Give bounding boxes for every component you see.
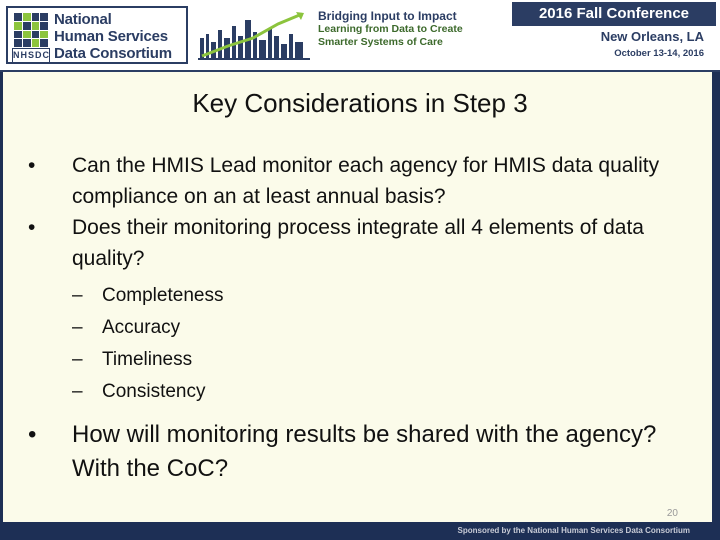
conference-title: 2016 Fall Conference: [512, 2, 716, 26]
sub-bullet-text: Consistency: [102, 381, 206, 402]
tagline-line3: Smarter Systems of Care: [318, 36, 443, 48]
conference-tagline: [318, 10, 508, 49]
sub-bullet-item: [28, 376, 698, 408]
bullet-text: How will monitoring results be shared with the agency? With the CoC?: [72, 421, 657, 482]
content-panel: [0, 72, 720, 522]
sub-bullet-text: Accuracy: [102, 317, 181, 338]
city-skyline-icon: [198, 8, 310, 62]
bullet-marker: •: [28, 154, 36, 177]
bullet-item: [28, 212, 698, 274]
conference-info: [512, 2, 716, 66]
sub-bullet-item: [28, 312, 698, 344]
sub-bullet-item: [28, 344, 698, 376]
footer-bar: [0, 522, 720, 540]
logo-text-line3: Data Consortium: [54, 45, 172, 62]
sub-bullet-marker: –: [72, 285, 83, 306]
header-banner: [0, 0, 720, 72]
bullet-marker: •: [28, 421, 37, 448]
bullet-text: Can the HMIS Lead monitor each agency for HMIS data quality compliance on an at least annual basis?: [72, 154, 660, 208]
bullet-marker: •: [28, 216, 36, 239]
sub-bullet-marker: –: [72, 317, 83, 338]
conference-city: New Orleans, LA: [600, 29, 704, 44]
slide-title: Key Considerations in Step 3: [192, 88, 528, 118]
logo-text-line2: Human Services: [54, 28, 168, 45]
logo-grid-icon: [14, 13, 48, 47]
sub-bullet-list: [28, 280, 698, 408]
logo-abbreviation: NHSDC: [12, 48, 50, 63]
tagline-title: Bridging Input to Impact: [318, 9, 457, 23]
bullet-item: [28, 150, 698, 212]
logo-text-line1: National: [54, 11, 112, 28]
nhsdc-logo: [6, 6, 188, 64]
bullet-item: [28, 418, 698, 486]
sub-bullet-marker: –: [72, 381, 83, 402]
sub-bullet-item: [28, 280, 698, 312]
sub-bullet-text: Completeness: [102, 285, 224, 306]
bullet-list: [28, 150, 698, 486]
page-number: 20: [666, 508, 678, 519]
footer-sponsor-text: Sponsored by the National Human Services Data Consortium: [457, 526, 690, 535]
conference-dates: October 13-14, 2016: [614, 48, 704, 59]
sub-bullet-marker: –: [72, 349, 83, 370]
sub-bullet-text: Timeliness: [102, 349, 193, 370]
tagline-line2: Learning from Data to Create: [318, 23, 463, 35]
bullet-text: Does their monitoring process integrate all 4 elements of data quality?: [72, 216, 644, 270]
